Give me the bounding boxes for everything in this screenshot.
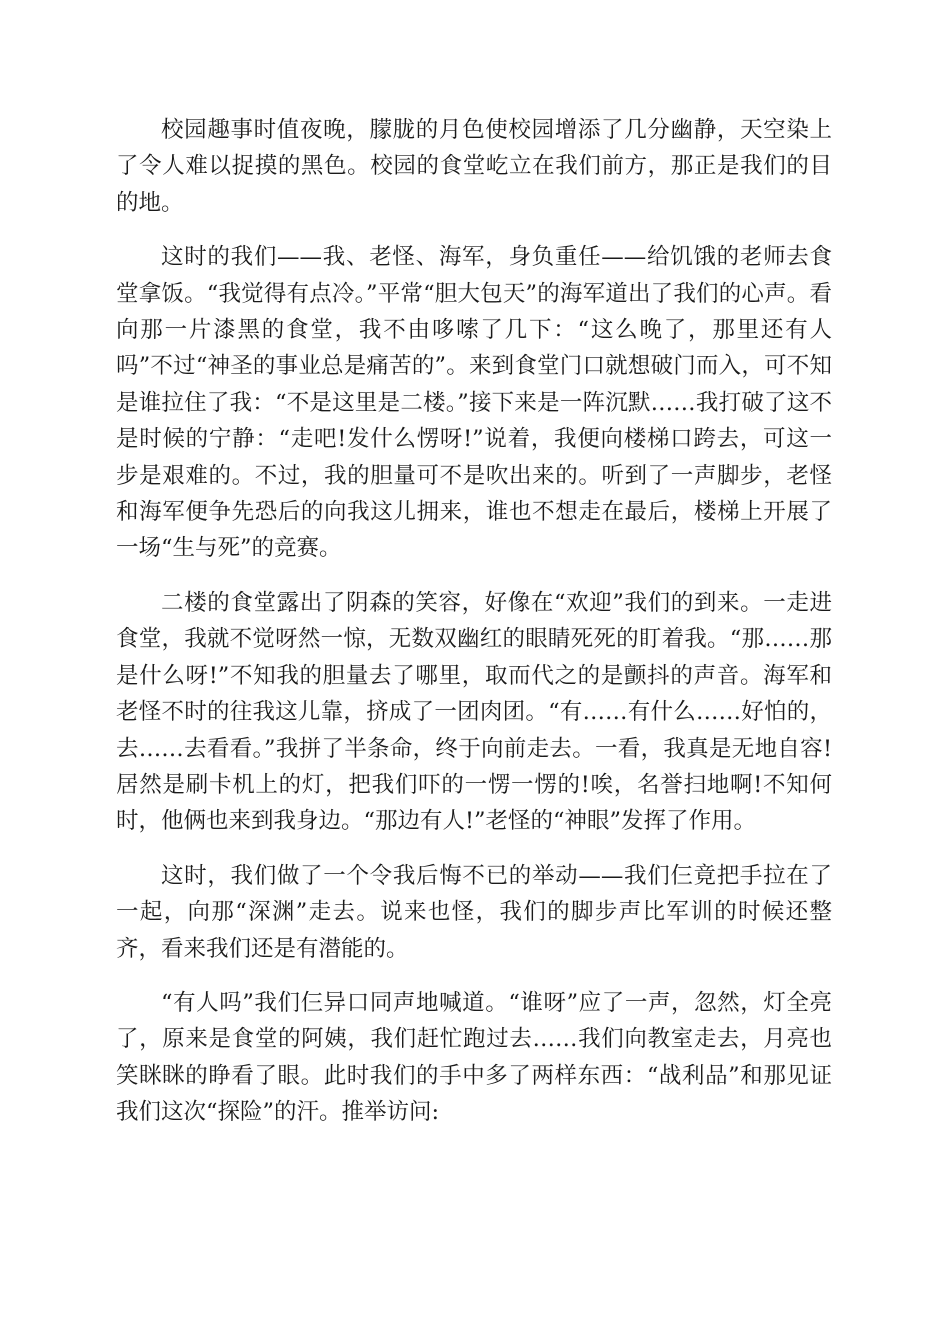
paragraph-5: “有人吗”我们仨异口同声地喊道。“谁呀”应了一声，忽然，灯全亮了，原来是食堂的阿姨，我们赶忙跑过去……我们向教室走去，月亮也笑眯眯的睁看了眼。此时我们的手中多了两样东西：“战利品”和那见证我们这次“探险”的汗。推举访问: [116, 989, 832, 1126]
document-page [116, 112, 832, 1149]
paragraph-1: 校园趣事时值夜晚，朦胧的月色使校园增添了几分幽静，天空染上了令人难以捉摸的黑色。校园的食堂屹立在我们前方，那正是我们的目的地。 [116, 117, 832, 216]
paragraph-4: 这时，我们做了一个令我后悔不已的举动——我们仨竟把手拉在了一起，向那“深渊”走去。说来也怪，我们的脚步声比军训的时候还整齐，看来我们还是有潜能的。 [116, 862, 832, 962]
paragraph-2: 这时的我们——我、老怪、海军，身负重任——给饥饿的老师去食堂拿饭。“我觉得有点冷。”平常“胆大包天”的海军道出了我们的心声。看向那一片漆黑的食堂，我不由哆嗦了几下：“这么晚了，那里还有人吗”不过“神圣的事业总是痛苦的”。来到食堂门口就想破门而入，可不知是谁拉住了我：“不是这里是二楼。”接下来是一阵沉默……我打破了这不是时候的宁静：“走吧!发什么愣呀!”说着，我便向楼梯口跨去，可这一步是艰难的。不过，我的胆量可不是吹出来的。听到了一声脚步，老怪和海军便争先恐后的向我这儿拥来，谁也不想走在最后，楼梯上开展了一场“生与死”的竞赛。 [116, 244, 832, 562]
paragraph-3: 二楼的食堂露出了阴森的笑容，好像在“欢迎”我们的到来。一走进食堂，我就不觉呀然一惊，无数双幽红的眼睛死死的盯着我。“那……那是什么呀!”不知我的胆量去了哪里，取而代之的是颤抖的声音。海军和老怪不时的往我这儿靠，挤成了一团肉团。“有……有什么……好怕的，去……去看看。”我拼了半条命，终于向前走去。一看，我真是无地自容!居然是刷卡机上的灯，把我们吓的一愣一愣的!唉，名誉扫地啊!不知何时，他俩也来到我身边。“那边有人!”老怪的“神眼”发挥了作用。 [116, 589, 832, 835]
